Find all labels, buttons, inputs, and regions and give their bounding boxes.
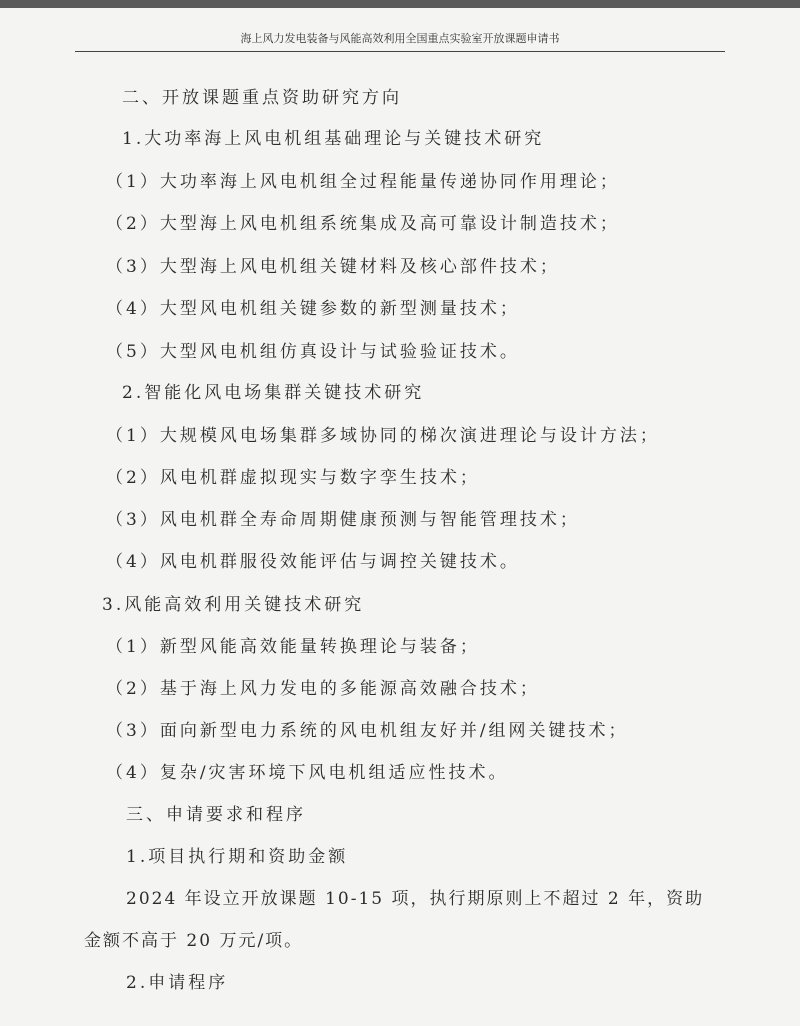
topic-1-item-5: （5）大型风电机组仿真设计与试验验证技术。 [106, 342, 520, 362]
section-title-requirements: 三、申请要求和程序 [126, 805, 306, 825]
topic-2-item-3: （3）风电机群全寿命周期健康预测与智能管理技术； [106, 510, 580, 530]
topic-1-title: 1.大功率海上风电机组基础理论与关键技术研究 [122, 129, 545, 149]
header-divider [75, 51, 725, 52]
topic-2-title: 2.智能化风电场集群关键技术研究 [122, 383, 425, 403]
topic-3-item-1: （1）新型风能高效能量转换理论与装备； [106, 637, 480, 657]
requirement-2-title: 2.申请程序 [126, 973, 229, 993]
topic-1-item-1: （1）大功率海上风电机组全过程能量传递协同作用理论； [106, 172, 620, 192]
document-header: 海上风力发电装备与风能高效利用全国重点实验室开放课题申请书 [240, 32, 560, 45]
requirement-1-text-line-1: 2024 年设立开放课题 10-15 项，执行期原则上不超过 2 年，资助 [126, 889, 705, 909]
topic-2-item-2: （2）风电机群虚拟现实与数字孪生技术； [106, 468, 480, 488]
requirement-1-title: 1.项目执行期和资助金额 [126, 847, 349, 867]
window-top-bar [0, 0, 800, 8]
topic-1-item-4: （4）大型风电机组关键参数的新型测量技术； [106, 299, 520, 319]
requirement-1-text-line-2: 金额不高于 20 万元/项。 [84, 931, 304, 951]
section-title-funding-directions: 二、开放课题重点资助研究方向 [122, 88, 402, 108]
topic-1-item-3: （3）大型海上风电机组关键材料及核心部件技术； [106, 257, 560, 277]
topic-3-item-4: （4）复杂/灾害环境下风电机组适应性技术。 [106, 763, 509, 783]
topic-2-item-1: （1）大规模风电场集群多域协同的梯次演进理论与设计方法； [106, 426, 660, 446]
topic-2-item-4: （4）风电机群服役效能评估与调控关键技术。 [106, 552, 520, 572]
topic-1-item-2: （2）大型海上风电机组系统集成及高可靠设计制造技术； [106, 214, 620, 234]
topic-3-title: 3.风能高效利用关键技术研究 [102, 595, 365, 615]
topic-3-item-2: （2）基于海上风力发电的多能源高效融合技术； [106, 679, 540, 699]
topic-3-item-3: （3）面向新型电力系统的风电机组友好并/组网关键技术； [106, 721, 629, 741]
